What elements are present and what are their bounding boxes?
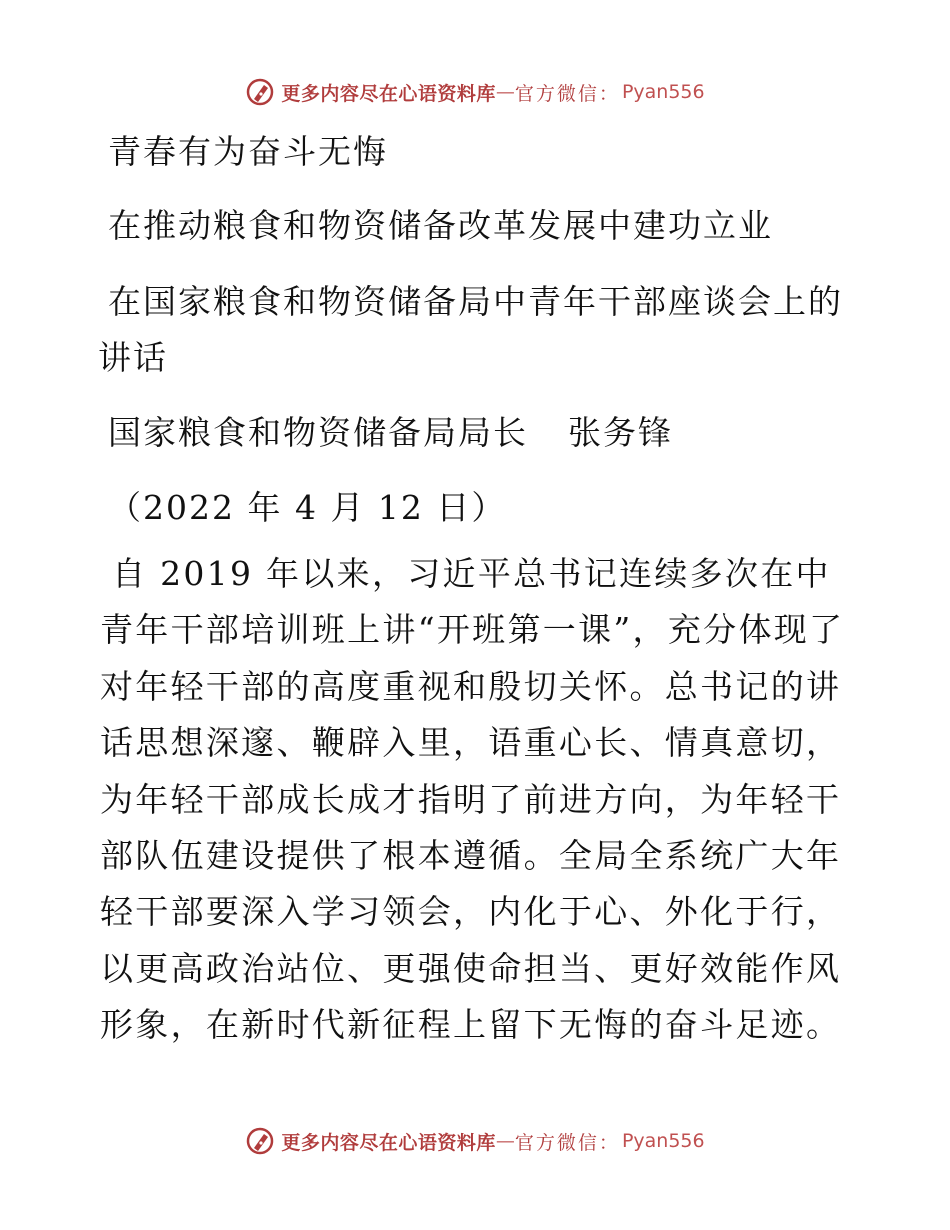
document-title: 青春有为奋斗无悔 [108,132,388,171]
watermark-separator: — [495,1130,515,1152]
speaker-org: 国家粮食和物资储备局局长 [108,413,528,452]
body-paragraph: 自 2019 年以来，习近平总书记连续多次在中青年干部培训班上讲“开班第一课”，充分体现了对年轻干部的高度重视和殷切关怀。总书记的讲话思想深邃、鞭辟入里，语重心长、情真意切，为年轻干部成长成才指明了前进方向，为年轻干部队伍建设提供了根本遵循。全局全系统广大年轻干部要深入学习领会，内化于心、外化于行，以更高政治站位、更强使命担当、更好效能作风形象，在新时代新征程上留下无悔的奋斗足迹。 [100,554,845,1045]
watermark-main-text: 更多内容尽在心语资料库 [281,82,496,105]
watermark-label: 官方微信： [514,82,620,105]
speech-date: （2022 年 4 月 12 日） [108,488,507,527]
header-watermark [0,72,950,112]
watermark-separator: — [495,81,515,103]
speech-occasion-line2: 讲话 [98,338,168,377]
watermark-main-text: 更多内容尽在心语资料库 [281,1131,496,1154]
watermark-wechat-id: Pyan556 [621,1130,705,1152]
footer-watermark [0,1121,950,1161]
speaker-name: 张务锋 [568,413,673,452]
speaker-line [108,407,673,454]
watermark-label: 官方微信： [514,1131,620,1154]
speech-occasion-line1: 在国家粮食和物资储备局中青年干部座谈会上的 [108,282,843,321]
watermark-wechat-id: Pyan556 [621,81,705,103]
pen-nib-circle-icon [245,1126,275,1156]
document-subtitle: 在推动粮食和物资储备改革发展中建功立业 [108,206,773,245]
pen-nib-circle-icon [245,77,275,107]
